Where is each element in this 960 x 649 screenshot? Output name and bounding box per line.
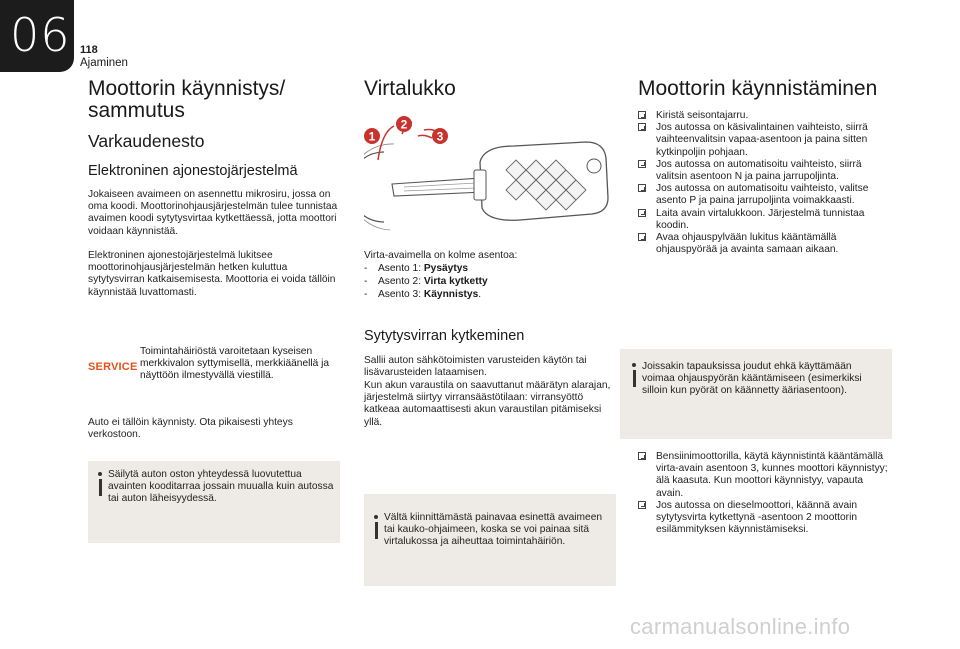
- checkbox-icon: [638, 184, 646, 192]
- checkbox-icon: [638, 233, 646, 241]
- checkbox-icon: [638, 160, 646, 168]
- checkbox-icon: [638, 501, 646, 509]
- list-item: Bensiinimoottorilla, käytä käynnistintä kääntämällä virta-avain asentoon 3, kunnes moottori käynnistyy; älä kaasuta. Kun moottori käynnistyy, vapauta avain.: [638, 451, 892, 500]
- page-title: Moottorin käynnistys/ sammutus: [88, 77, 286, 122]
- list-item: Jos autossa on dieselmoottori, käännä avain sytytysvirta kytkettynä -asentoon 2 moottorin esilämmityksen käynnistämiseksi.: [638, 500, 892, 537]
- info-box-steering: [620, 349, 892, 439]
- list-item: Jos autossa on automatisoitu vaihteisto, valitse asento P ja paina jarrupoljinta voimakkaasti.: [638, 183, 892, 207]
- checkbox-icon: [638, 123, 646, 131]
- info-text-heavy-object: Vältä kiinnittämästä painavaa esinettä avaimeen tai kauko-ohjaimeen, koska se voi painaa sitä virtalukossa ja aiheuttaa toimintahäiriön.: [384, 512, 603, 548]
- chapter-name: Ajaminen: [80, 57, 128, 69]
- ignition-lock-arc: [364, 152, 384, 222]
- chapter-tab: [0, 0, 74, 72]
- service-warning-icon: SERVICE: [88, 361, 138, 373]
- checkbox-icon: [638, 209, 646, 217]
- service-warning: [88, 344, 340, 392]
- list-item: - Asento 3: Käynnistys.: [364, 289, 616, 302]
- info-box-heavy-object: [364, 494, 616, 586]
- list-item: Jos autossa on automatisoitu vaihteisto, siirrä valitsin asentoon N ja paina jarrupoljinta.: [638, 159, 892, 183]
- paragraph-immobilizer: Elektroninen ajonestojärjestelmä lukitsee moottorinohjausjärjestelmän hetken kuluttua sytytysvirran katkaisemisesta. Moottoria ei voida tällöin käynnistää luvattomasti.: [88, 250, 336, 298]
- list-item: Jos autossa on käsivalintainen vaihteisto, siirrä vaihteenvalitsin vapaa-asentoon ja paina sitten kytkinpoljin pohjaan.: [638, 122, 892, 159]
- chapter-number: 06: [10, 8, 71, 62]
- section-title-ajonesto: Elektroninen ajonestojärjestelmä: [88, 163, 298, 179]
- subtitle-varkaudenesto: Varkaudenesto: [88, 131, 205, 151]
- checkbox-icon: [638, 452, 646, 460]
- title-starting-engine: Moottorin käynnistäminen: [638, 77, 878, 100]
- list-item: - Asento 2: Virta kytketty: [364, 276, 616, 289]
- start-steps-list-2: [638, 451, 892, 536]
- checkbox-icon: [638, 111, 646, 119]
- watermark: carmanualsonline.info: [630, 614, 851, 639]
- key-positions-list: [364, 263, 616, 301]
- ignition-key-illustration: [364, 112, 616, 252]
- paragraph-accessories: Sallii auton sähkötoimisten varusteiden käytön tai lisävarusteiden lataamisen.: [364, 355, 587, 379]
- info-icon: [95, 472, 105, 496]
- info-icon: [629, 363, 639, 387]
- section-title-sytytysvirta: Sytytysvirran kytkeminen: [364, 328, 525, 344]
- paragraph-contact-network: Auto ei tällöin käynnisty. Ota pikaisesti yhteys verkostoon.: [88, 417, 293, 441]
- title-virtalukko: Virtalukko: [364, 77, 456, 100]
- paragraph-microchip: Jokaiseen avaimeen on asennettu mikrosiru, jossa on oma koodi. Moottorinohjausjärjestelmän tulee tunnistaa avaimen koodi sytytysvirtaa kytkettäessä, jotta moottori voidaan käynnistää.: [88, 189, 338, 237]
- service-warning-text: Toimintahäiriöstä varoitetaan kyseisen merkkivalon syttymisellä, merkkiäänellä ja näyttöön ilmestyvällä viestillä.: [140, 346, 330, 382]
- key-position-1-label: 1: [368, 129, 376, 144]
- paragraph-energy-saving: Kun akun varaustila on saavuttanut määrätyn alarajan, järjestelmä siirtyy virransäästötilaan: virransyöttö katkeaa automaattisesti akun varaustilan pitämiseksi yllä.: [364, 380, 611, 428]
- info-text-key-code: Säilytä auton oston yhteydessä luovutettua avainten kooditarraa jossain muualla kuin autossa tai auton läheisyydessä.: [108, 469, 334, 505]
- page-number: 118: [80, 44, 98, 56]
- key-position-2-label: 2: [400, 117, 408, 132]
- list-item: Kiristä seisontajarru.: [638, 110, 892, 122]
- list-item: Avaa ohjauspylvään lukitus kääntämällä ohjauspyörää ja avainta samaan aikaan.: [638, 232, 892, 256]
- info-text-steering: Joissakin tapauksissa joudut ehkä käyttämään voimaa ohjauspyörän kääntämiseen (esimerkiksi silloin kun pyörät on käännetty ääriasentoon).: [642, 361, 862, 397]
- list-item: Laita avain virtalukkoon. Järjestelmä tunnistaa koodin.: [638, 208, 892, 232]
- info-icon: [371, 515, 381, 539]
- key-positions-intro: Virta-avaimella on kolme asentoa:: [364, 250, 518, 261]
- info-box-key-code: [88, 461, 340, 543]
- start-steps-list: [638, 110, 892, 256]
- key-position-3-label: 3: [436, 129, 444, 144]
- list-item: - Asento 1: Pysäytys: [364, 263, 616, 276]
